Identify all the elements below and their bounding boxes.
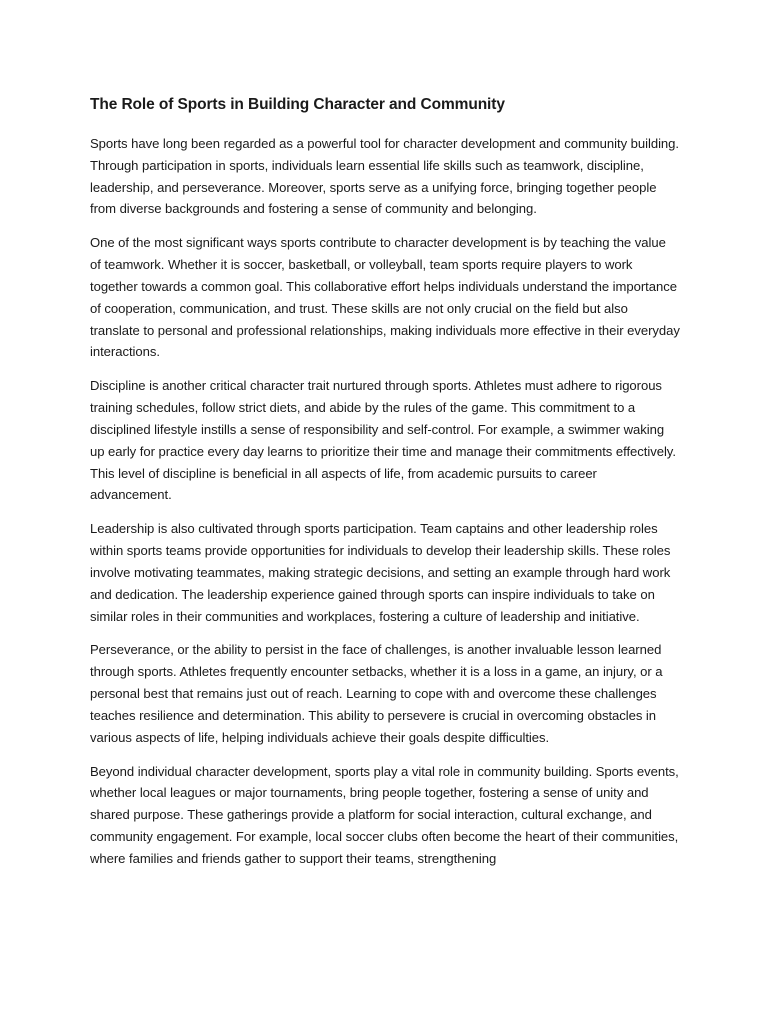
paragraph-2: One of the most significant ways sports contribute to character development is by teaching the value of teamwork. Whether it is soccer, basketball, or volleyball, team sports require players to work together towards a common goal. This collaborative effort helps individuals understand the importance of cooperation, communication, and trust. These skills are not only crucial on the field but also translate to personal and professional relationships, making individuals more effective in their everyday interactions.	[90, 235, 680, 360]
paragraph-1: Sports have long been regarded as a powerful tool for character development and community building. Through participation in sports, individuals learn essential life skills such as teamwork, discipline, leadership, and perseverance. Moreover, sports serve as a unifying force, bringing together people from diverse backgrounds and fostering a sense of community and belonging.	[90, 136, 679, 217]
paragraph-6: Beyond individual character development, sports play a vital role in community building. Sports events, whether local leagues or major tournaments, bring people together, fostering a sense of unity and shared purpose. These gatherings provide a platform for social interaction, cultural exchange, and community engagement. For example, local soccer clubs often become the heart of their communities, where families and friends gather to support their teams, strengthening	[90, 763, 679, 866]
document-page	[90, 94, 680, 882]
paragraph-3: Discipline is another critical character trait nurtured through sports. Athletes must adhere to rigorous training schedules, follow strict diets, and abide by the rules of the game. This commitment to a disciplined lifestyle instills a sense of responsibility and self-control. For example, a swimmer waking up early for practice every day learns to prioritize their time and manage their commitments effectively. This level of discipline is beneficial in all aspects of life, from academic pursuits to career advancement.	[90, 378, 676, 503]
paragraph-4: Leadership is also cultivated through sports participation. Team captains and other leadership roles within sports teams provide opportunities for individuals to develop their leadership skills. These roles involve motivating teammates, making strategic decisions, and setting an example through hard work and dedication. The leadership experience gained through sports can inspire individuals to take on similar roles in their communities and workplaces, fostering a culture of leadership and initiative.	[90, 521, 671, 624]
document-title: The Role of Sports in Building Character and Community	[90, 96, 505, 113]
paragraph-5: Perseverance, or the ability to persist in the face of challenges, is another invaluable lesson learned through sports. Athletes frequently encounter setbacks, whether it is a loss in a game, an injury, or a personal best that remains just out of reach. Learning to cope with and overcome these challenges teaches resilience and determination. This ability to persevere is crucial in overcoming obstacles in various aspects of life, helping individuals achieve their goals despite difficulties.	[90, 642, 663, 745]
